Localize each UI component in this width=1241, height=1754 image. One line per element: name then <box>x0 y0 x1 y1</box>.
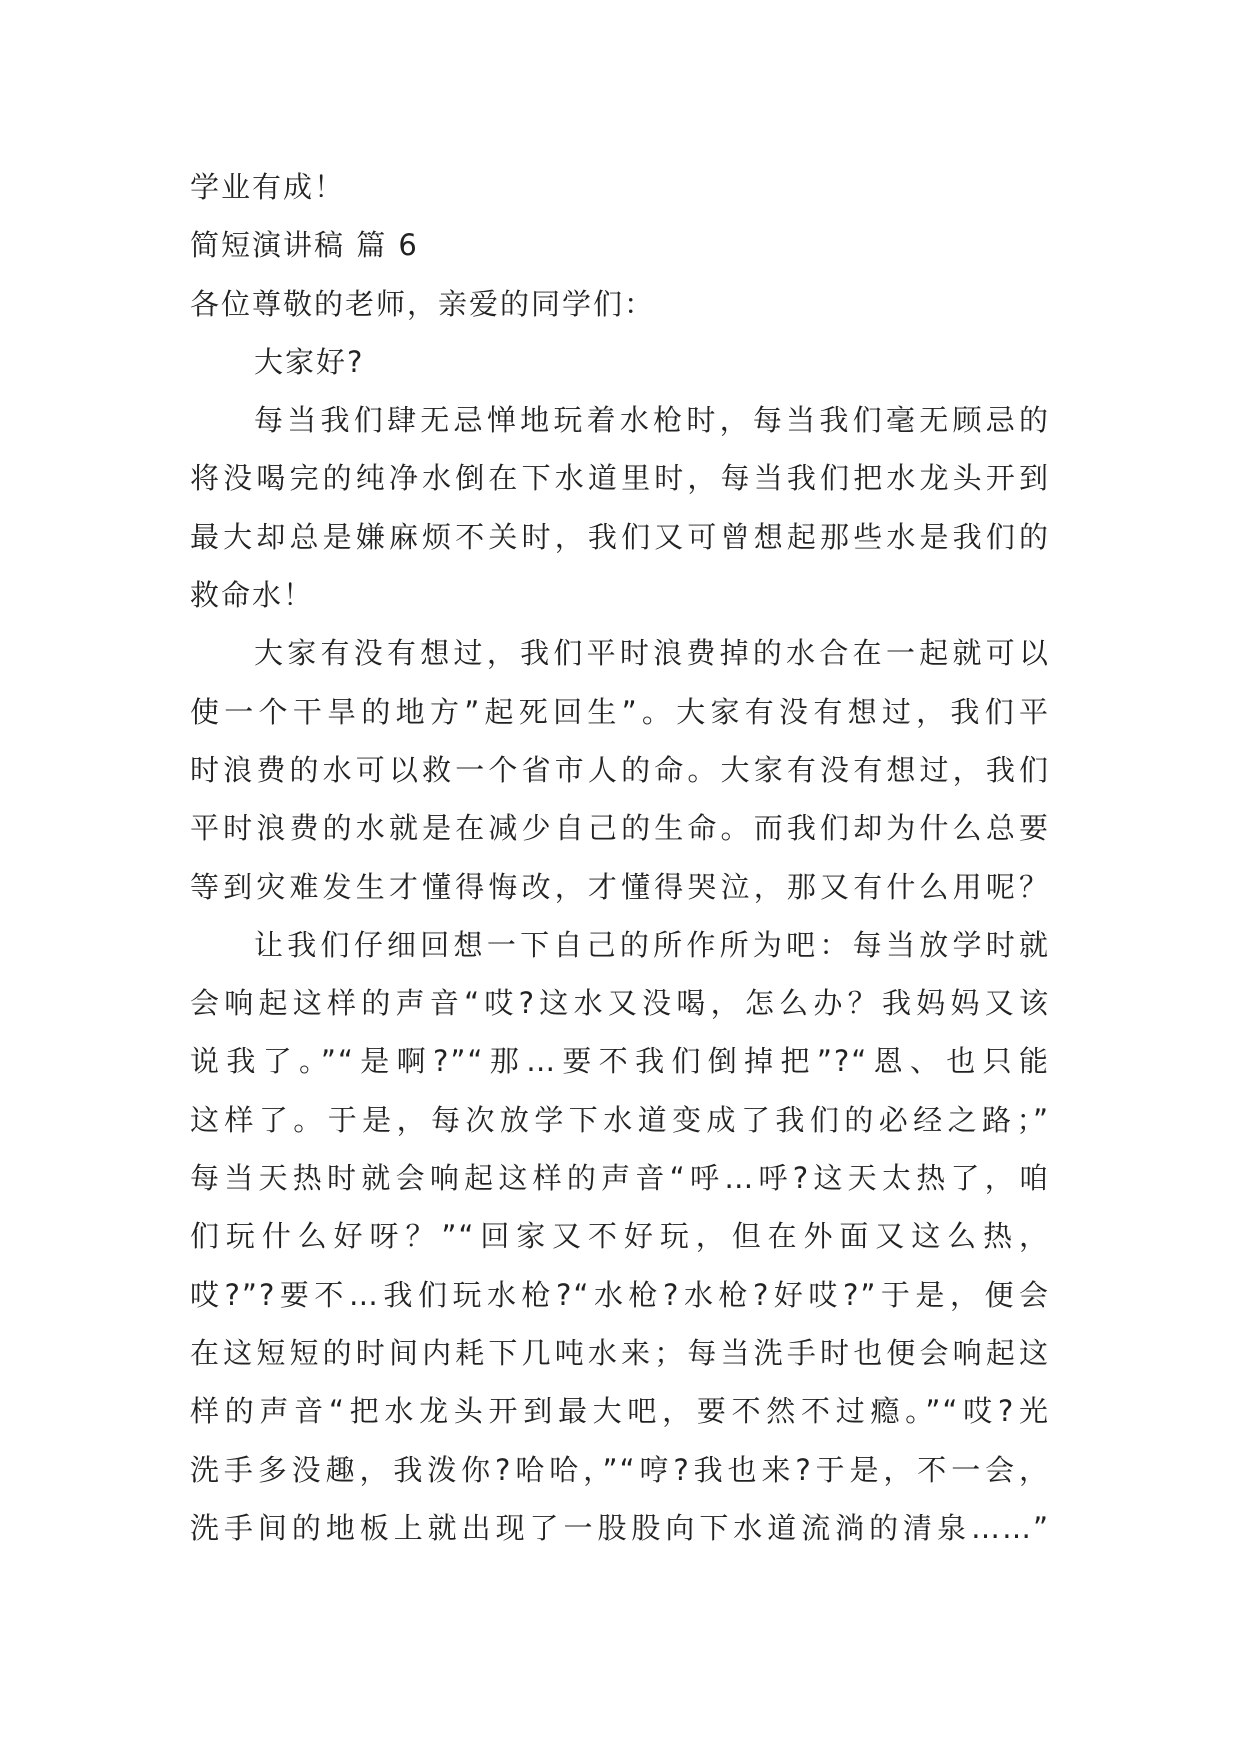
text-line: 救命水！ <box>190 578 315 613</box>
text-line: 简短演讲稿 篇 6 <box>190 228 419 263</box>
text-line: 平时浪费的水就是在减少自己的生命。而我们却为什么总要 <box>190 811 1050 846</box>
text-line: 在这短短的时间内耗下几吨水来；每当洗手时也便会响起这 <box>190 1335 1050 1370</box>
text-line: 将没喝完的纯净水倒在下水道里时，每当我们把水龙头开到 <box>190 461 1050 496</box>
text-line: 时浪费的水可以救一个省市人的命。大家有没有想过，我们 <box>190 752 1050 787</box>
text-line: 大家好? <box>254 344 365 379</box>
text-line: 洗手间的地板上就出现了一股股向下水道流淌的清泉……” <box>190 1510 1050 1545</box>
text-line: 学业有成！ <box>190 170 346 204</box>
text-line: 等到灾难发生才懂得悔改，才懂得哭泣，那又有什么用呢？ <box>190 869 1050 904</box>
document-body <box>190 158 1050 1557</box>
text-line: 大家有没有想过，我们平时浪费掉的水合在一起就可以 <box>254 636 1050 671</box>
text-line: 们玩什么好呀？”“回家又不好玩，但在外面又这么热， <box>190 1219 1050 1254</box>
text-line: 哎?”?要不…我们玩水枪?“水枪?水枪?好哎?”于是，便会 <box>190 1277 1050 1312</box>
text-line: 会响起这样的声音“哎?这水又没喝，怎么办？我妈妈又该 <box>190 986 1050 1021</box>
text-line: 使一个干旱的地方”起死回生”。大家有没有想过，我们平 <box>190 694 1050 729</box>
text-line: 样的声音“把水龙头开到最大吧，要不然不过瘾。”“哎?光 <box>190 1394 1050 1429</box>
text-line: 洗手多没趣，我泼你?哈哈，”“哼?我也来?于是，不一会， <box>190 1452 1050 1487</box>
text-line: 每当我们肆无忌惮地玩着水枪时，每当我们毫无顾忌的 <box>254 403 1050 438</box>
text-line: 各位尊敬的老师，亲爱的同学们： <box>190 286 656 321</box>
text-line: 每当天热时就会响起这样的声音“呼…呼?这天太热了，咱 <box>190 1161 1050 1196</box>
text-line: 说我了。”“是啊?”“那…要不我们倒掉把”?“恩、也只能 <box>190 1044 1050 1079</box>
text-line: 让我们仔细回想一下自己的所作所为吧：每当放学时就 <box>254 927 1050 962</box>
text-line: 这样了。于是，每次放学下水道变成了我们的必经之路；” <box>190 1102 1050 1137</box>
text-line: 最大却总是嫌麻烦不关时，我们又可曾想起那些水是我们的 <box>190 519 1050 554</box>
